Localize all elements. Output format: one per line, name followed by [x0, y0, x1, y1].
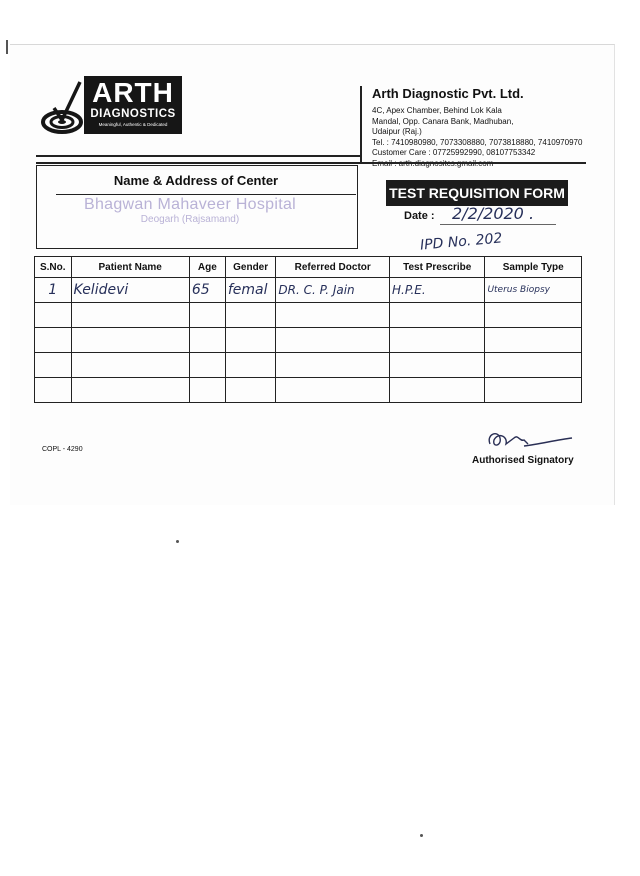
- cell-test-prescribe: H.P.E.: [390, 278, 485, 303]
- address-line: Udaipur (Raj.): [372, 127, 422, 136]
- col-header-sample-type: Sample Type: [485, 257, 582, 278]
- logo-sub-text: DIAGNOSTICS: [90, 108, 176, 120]
- header-rule: [36, 162, 586, 164]
- cell-age: 65: [189, 278, 225, 303]
- cell-sno: [35, 303, 72, 328]
- table-row: [35, 328, 582, 353]
- cell-referred-doctor: [276, 353, 390, 378]
- cell-referred-doctor: [276, 303, 390, 328]
- col-header-test-prescribe: Test Prescribe: [390, 257, 485, 278]
- cell-referred-doctor: [276, 328, 390, 353]
- cell-gender: [225, 353, 276, 378]
- cell-sample-type: [485, 328, 582, 353]
- cell-sample-type: Uterus Biopsy: [485, 278, 582, 303]
- cell-referred-doctor: DR. C. P. Jain: [276, 278, 390, 303]
- cell-test-prescribe: [390, 378, 485, 403]
- cell-patient-name: Kelidevi: [71, 278, 189, 303]
- form-title: TEST REQUISITION FORM: [386, 180, 568, 206]
- stamp-place: Deogarh (Rajsamand): [140, 214, 240, 225]
- cell-referred-doctor: [276, 378, 390, 403]
- header-rule: [36, 155, 362, 157]
- col-header-age: Age: [189, 257, 225, 278]
- speck: [176, 540, 179, 543]
- cell-gender: femal: [225, 278, 276, 303]
- arth-logo: [40, 76, 182, 136]
- target-check-icon: [40, 76, 86, 136]
- center-stamp: [60, 196, 320, 225]
- cell-test-prescribe: [390, 328, 485, 353]
- authorised-signatory: Authorised Signatory: [472, 455, 574, 466]
- cell-test-prescribe: [390, 303, 485, 328]
- cell-sno: [35, 378, 72, 403]
- customer-care-line: Customer Care : 07725992990, 08107753342: [372, 148, 536, 157]
- cell-age: [189, 353, 225, 378]
- logo-main-text: ARTH: [92, 77, 174, 108]
- cell-gender: [225, 303, 276, 328]
- cell-gender: [225, 378, 276, 403]
- table-row: [35, 278, 582, 303]
- cell-age: [189, 303, 225, 328]
- phone-line: Tel. : 7410980980, 7073308880, 7073818880, 7410970970: [372, 137, 583, 147]
- table-row: [35, 378, 582, 403]
- address-line: Mandal, Opp. Canara Bank, Madhuban,: [372, 116, 514, 126]
- form-code: COPL - 4290: [42, 446, 83, 453]
- logo-tagline: Meaningful, Authentic & Dedicated: [98, 122, 168, 127]
- company-name: Arth Diagnostic Pvt. Ltd.: [372, 86, 524, 101]
- col-header-gender: Gender: [225, 257, 276, 278]
- date-underline: [440, 224, 556, 225]
- date-value: 2/2/2020 .: [452, 204, 535, 223]
- cell-test-prescribe: [390, 353, 485, 378]
- date-label: Date :: [404, 210, 435, 222]
- edge-mark: [6, 40, 8, 54]
- cell-sno: [35, 328, 72, 353]
- table-row: [35, 353, 582, 378]
- cell-sno: 1: [35, 278, 72, 303]
- cell-sample-type: [485, 303, 582, 328]
- cell-sample-type: [485, 378, 582, 403]
- address-line: 4C, Apex Chamber, Behind Lok Kala: [372, 106, 502, 115]
- ipd-note: IPD No. 202: [419, 230, 504, 254]
- signature-scrawl: [484, 426, 574, 452]
- col-header-referred-doctor: Referred Doctor: [276, 257, 390, 278]
- cell-patient-name: [71, 303, 189, 328]
- col-header-sno: S.No.: [35, 257, 72, 278]
- cell-patient-name: [71, 353, 189, 378]
- cell-sno: [35, 353, 72, 378]
- cell-sample-type: [485, 353, 582, 378]
- cell-patient-name: [71, 378, 189, 403]
- cell-age: [189, 378, 225, 403]
- company-info: [372, 86, 602, 169]
- center-heading: Name & Address of Center: [113, 173, 279, 188]
- cell-gender: [225, 328, 276, 353]
- table-row: [35, 303, 582, 328]
- stamp-hospital-name: Bhagwan Mahaveer Hospital: [83, 196, 297, 213]
- cell-patient-name: [71, 328, 189, 353]
- center-heading-rule: [56, 194, 356, 195]
- cell-age: [189, 328, 225, 353]
- header-divider: [360, 86, 362, 162]
- requisition-table: [34, 256, 582, 403]
- table-header-row: [35, 257, 582, 278]
- logo-wordmark: [84, 76, 182, 134]
- speck: [420, 834, 423, 837]
- col-header-patient-name: Patient Name: [71, 257, 189, 278]
